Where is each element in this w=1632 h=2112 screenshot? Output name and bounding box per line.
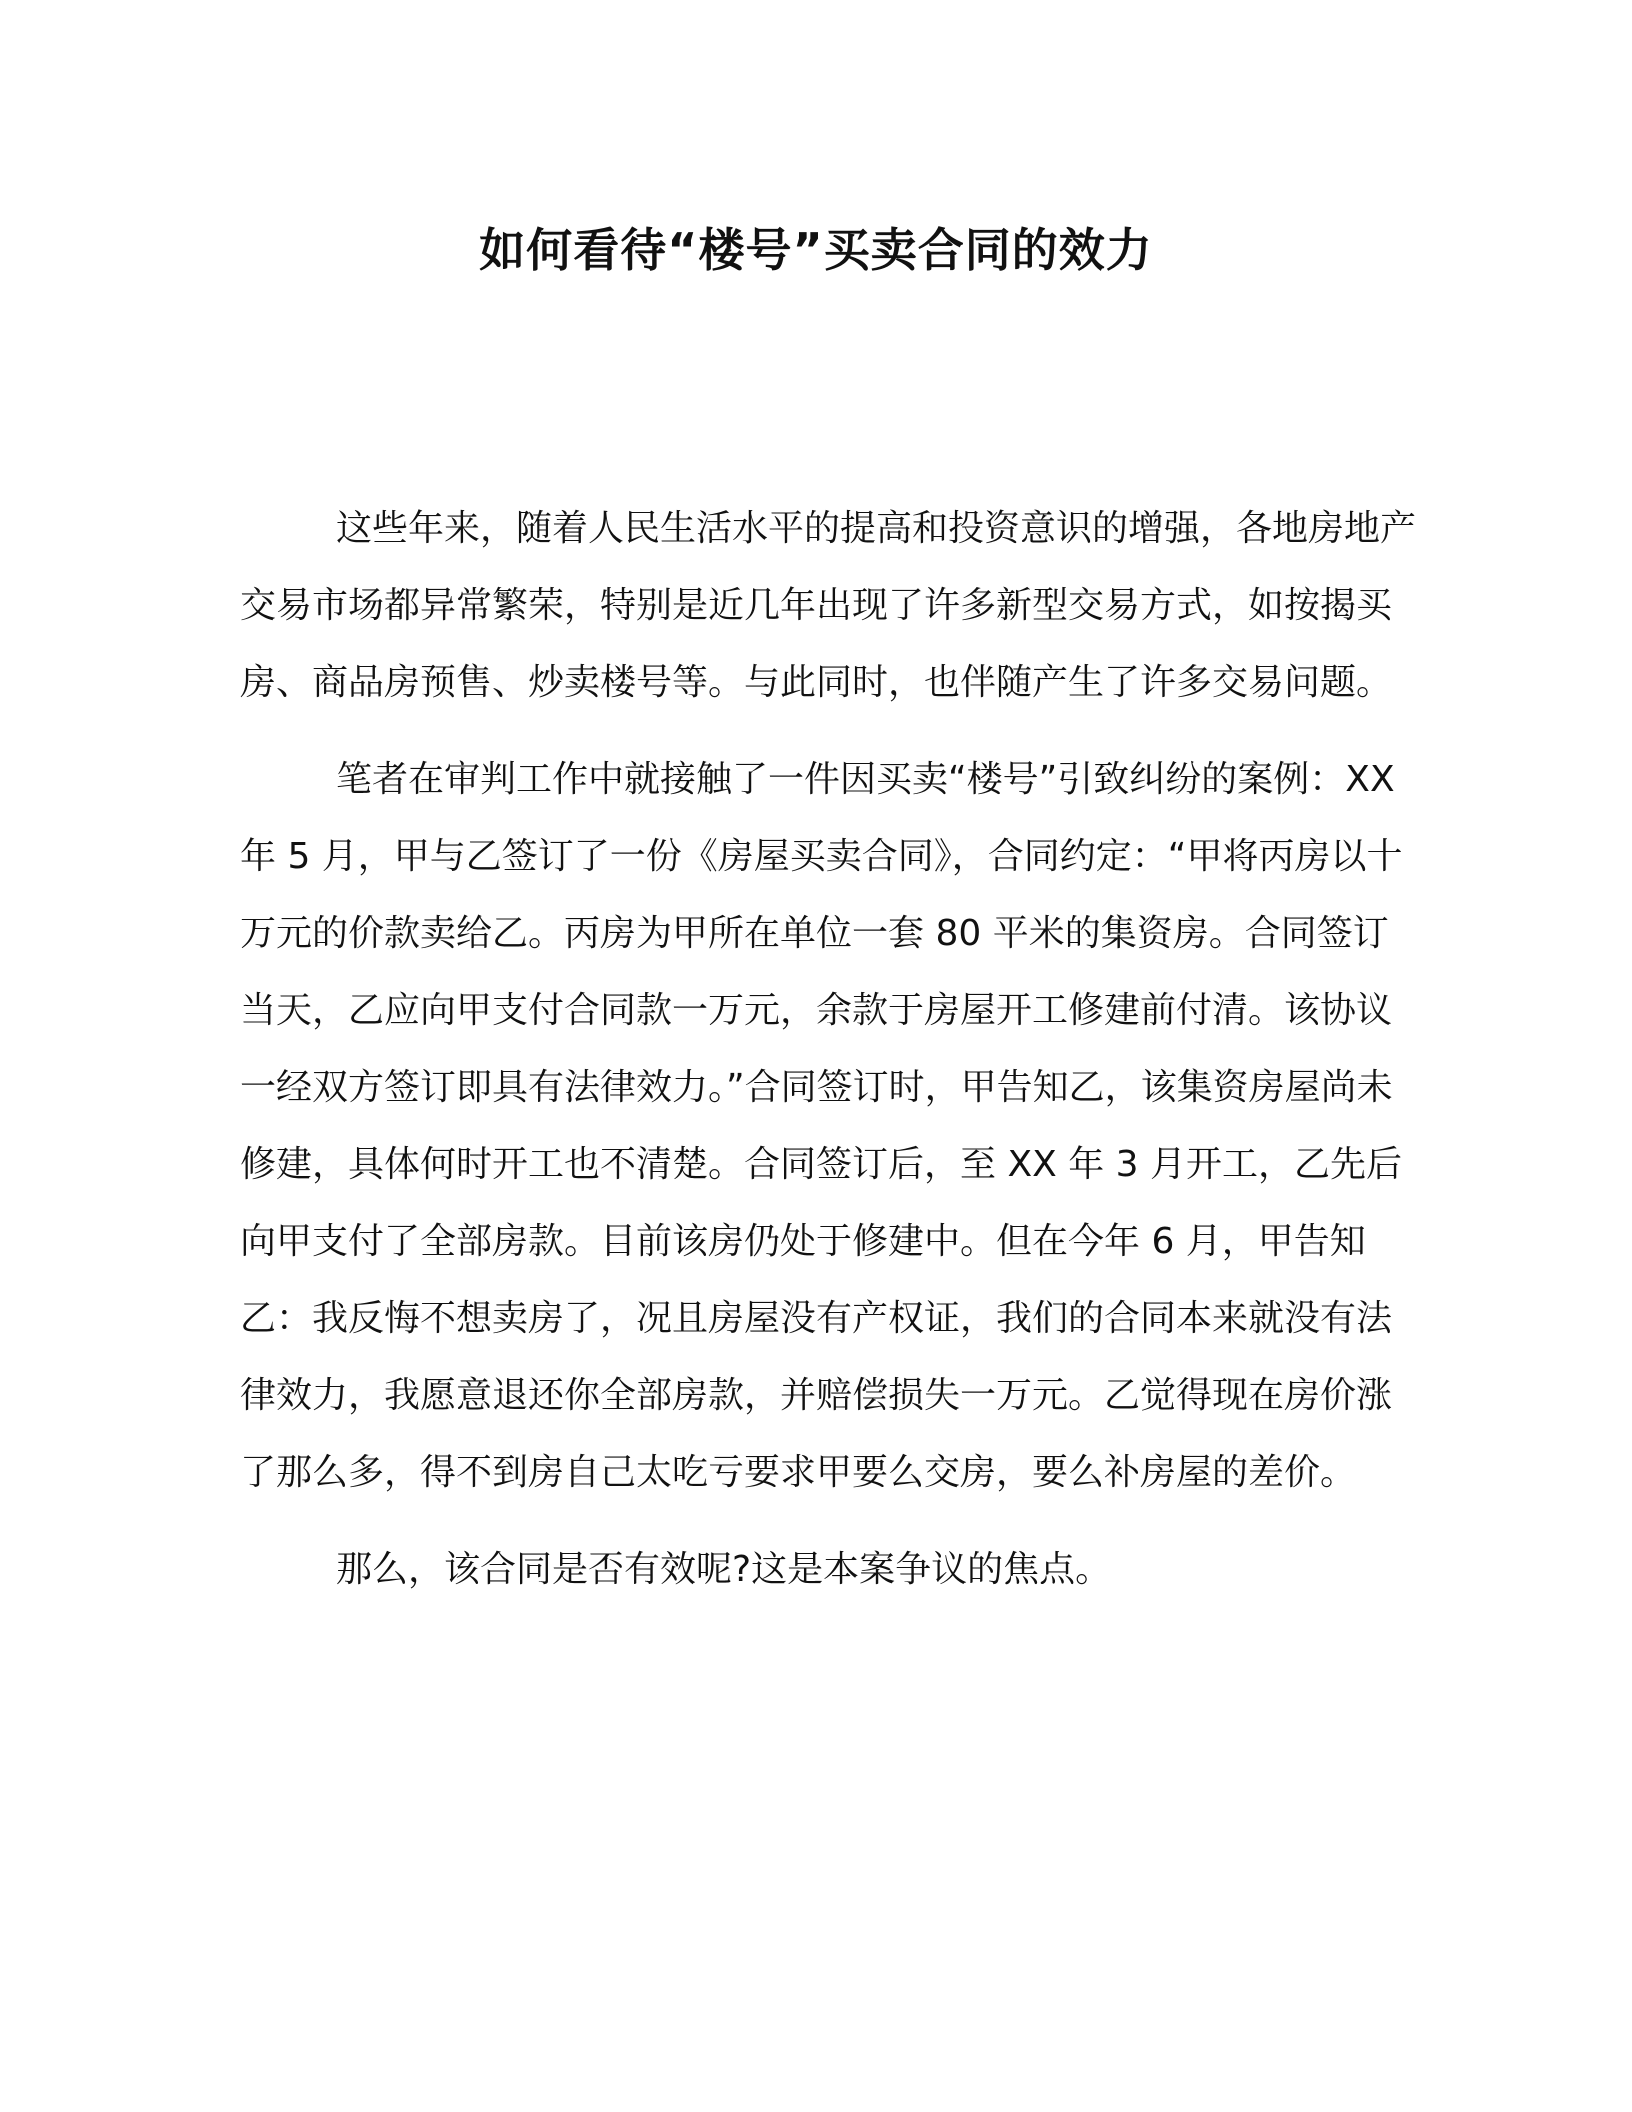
- paragraph-intro: 这些年来，随着人民生活水平的提高和投资意识的增强，各地房地产交易市场都异常繁荣，特别是近几年出现了许多新型交易方式，如按揭买房、商品房预售、炒卖楼号等。与此同时，也伴随产生了许多交易问题。: [240, 508, 1417, 703]
- document-title: 如何看待“楼号”买卖合同的效力: [479, 223, 1153, 277]
- document-body: [240, 490, 1420, 1628]
- paragraph-case: 笔者在审判工作中就接触了一件因买卖“楼号”引致纠纷的案例：XX 年 5 月，甲与乙签订了一份《房屋买卖合同》，合同约定：“甲将丙房以十万元的价款卖给乙。丙房为甲所在单位一套 80 平米的集资房。合同签订当天，乙应向甲支付合同款一万元，余款于房屋开工修建前付清。该协议一经双方签订即具有法律效力。”合同签订时，甲告知乙，该集资房屋尚未修建，具体何时开工也不清楚。合同签订后，至 XX 年 3 月开工，乙先后向甲支付了全部房款。目前该房仍处于修建中。但在今年 6 月，甲告知乙：我反悔不想卖房了，况且房屋没有产权证，我们的合同本来就没有法律效力，我愿意退还你全部房款，并赔偿损失一万元。乙觉得现在房价涨了那么多，得不到房自己太吃亏要求甲要么交房，要么补房屋的差价。: [240, 759, 1403, 1493]
- paragraph-question: 那么，该合同是否有效呢?这是本案争议的焦点。: [336, 1549, 1112, 1590]
